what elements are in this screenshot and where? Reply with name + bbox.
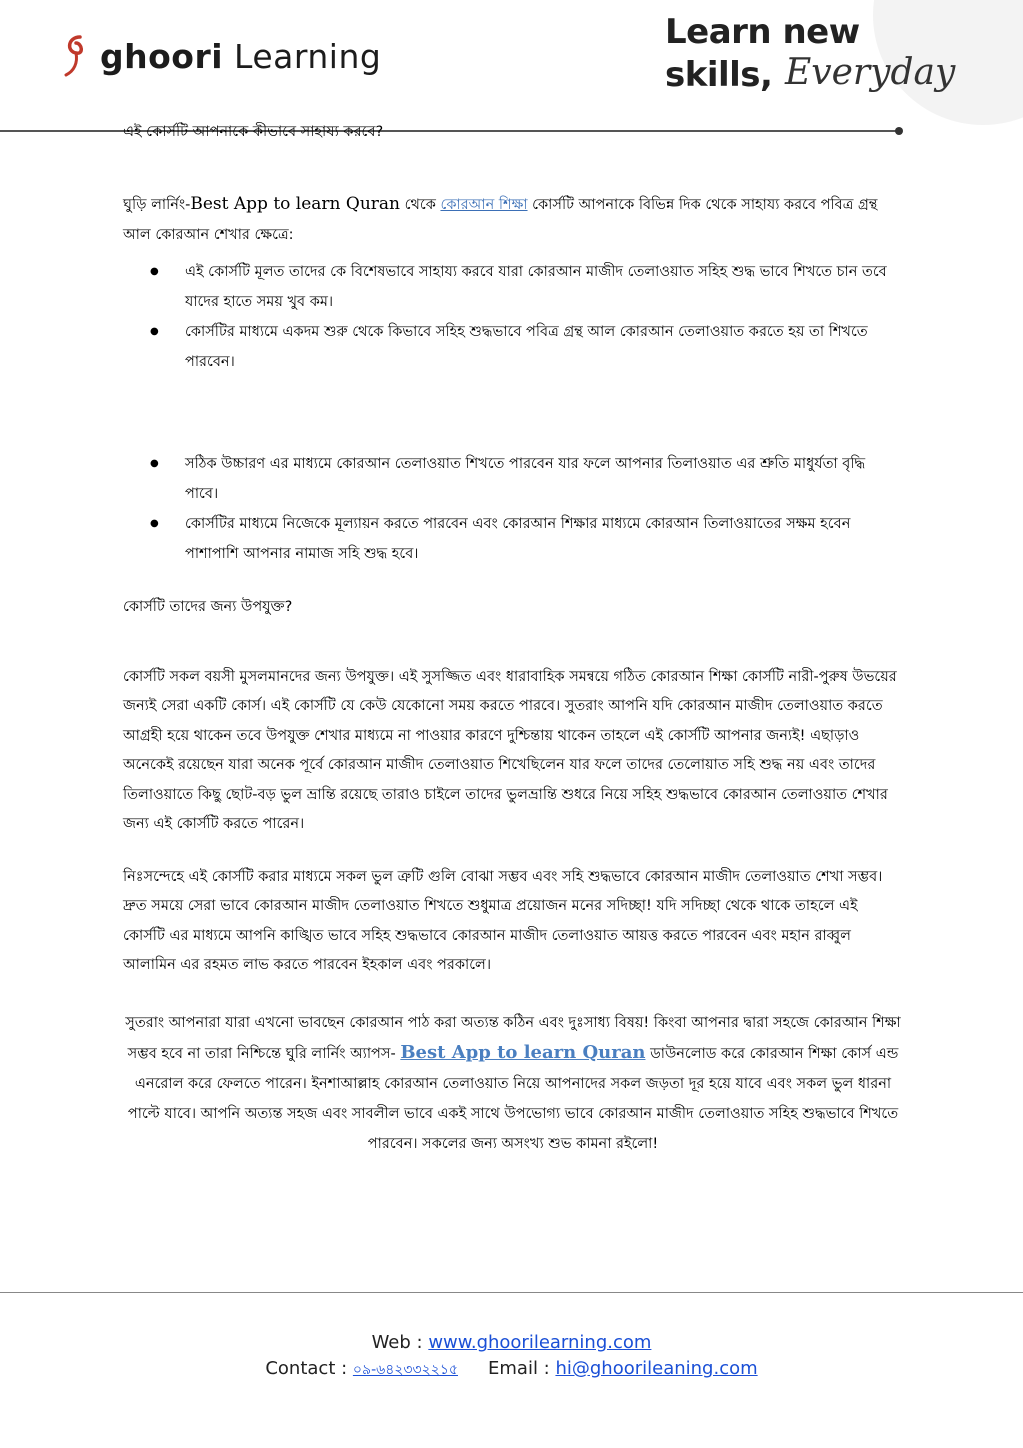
website-link[interactable]: www.ghoorilearning.com <box>428 1332 652 1353</box>
list-item: ● এই কোর্সটি মূলত তাদের কে বিশেষভাবে সাহায্য করবে যারা কোরআন মাজীদ তেলাওয়াত সহিহ শুদ্ধ ভাবে শিখতে চান তবে যাদের হাতে সময় খুব কম। <box>150 257 900 317</box>
section-heading-how-help: এই কোর্সটি আপনাকে কীভাবে সাহায্য করবে? <box>123 124 384 140</box>
benefit-list-b <box>150 449 900 569</box>
ghoori-learning-logo <box>60 26 381 86</box>
paragraph-undoubtedly: নিঃসন্দেহে এই কোর্সটি করার মাধ্যমে সকল ভুল ত্রুটি গুলি বোঝা সম্ভব এবং সহি শুদ্ধভাবে কোরআন মাজীদ তেলাওয়াত শেখা সম্ভব। দ্রুত সময়ে সেরা ভাবে কোরআন মাজীদ তেলাওয়াত শিখতে শুধুমাত্র প্রয়োজন মনের সদিচ্ছা! যদি সদিচ্ছা থেকে থাকে তাহলে এই কোর্সটি এর মাধ্যমে আপনি কাঙ্খিত ভাবে সহিহ শুদ্ধভাবে কোরআন মাজীদ তেলাওয়াত আয়ত্ত করতে পারবেন এবং মহান রাব্বুল আলামিন এর রহমত লাভ করতে পারবেন ইহকাল এবং পরকালে। <box>123 868 883 973</box>
kite-logo-icon <box>60 33 94 79</box>
footer-divider <box>0 1292 1023 1293</box>
contact-phone-link[interactable]: ০৯-৬৪২৩৩২২১৫ <box>352 1362 458 1378</box>
email-label: Email : <box>488 1358 556 1379</box>
tagline-script: Everyday <box>785 52 956 93</box>
best-app-link[interactable]: Best App to learn Quran <box>400 1041 646 1063</box>
tagline-line2: skills, <box>665 55 773 95</box>
tagline-line1: Learn new <box>665 12 860 52</box>
web-label: Web : <box>371 1332 429 1353</box>
footer-contact-line <box>0 1356 1023 1383</box>
tagline <box>665 12 965 112</box>
footer <box>0 1330 1023 1383</box>
email-link[interactable]: hi@ghoorileaning.com <box>555 1358 758 1379</box>
contact-label: Contact : <box>265 1358 353 1379</box>
section-heading-suitable: কোর্সটি তাদের জন্য উপযুক্ত? <box>123 599 293 615</box>
list-item: ● সঠিক উচ্চারণ এর মাধ্যমে কোরআন তেলাওয়াত শিখতে পারবেন যার ফলে আপনার তিলাওয়াত এর শ্রুতি মাধুর্যতা বৃদ্ধি পাবে। <box>150 449 900 509</box>
logo-text: ghoori Learning <box>100 36 382 76</box>
list-item: ● কোর্সটির মাধ্যমে একদম শুরু থেকে কিভাবে সহিহ শুদ্ধভাবে পবিত্র গ্রন্থ আল কোরআন তেলাওয়াত করতে হয় তা শিখতে পারবেন। <box>150 317 900 377</box>
header-divider-dot <box>895 127 903 135</box>
benefit-list-a <box>150 257 900 377</box>
intro-english-text: Best App to learn Quran <box>190 193 400 214</box>
intro-paragraph: ঘুড়ি লার্নিং-Best App to learn Quran থেকে কোরআন শিক্ষা কোর্সটি আপনাকে বিভিন্ন দিক থেকে সাহায্য করবে পবিত্র গ্রন্থ আল কোরআন শেখার ক্ষেত্রে: <box>123 193 878 243</box>
paragraph-suitable: কোর্সটি সকল বয়সী মুসলমানদের জন্য উপযুক্ত। এই সুসজ্জিত এবং ধারাবাহিক সমন্বয়ে গঠিত কোরআন শিক্ষা কোর্সটি নারী-পুরুষ উভয়ের জন্যই সেরা একটি কোর্স। এই কোর্সটি যে কেউ যেকোনো সময় করতে পারবে। সুতরাং আপনি যদি কোরআন মাজীদ তেলাওয়াত করতে আগ্রহী হয়ে থাকেন তবে উপযুক্ত শেখার মাধ্যমে না পাওয়ার কারণে দুশ্চিন্তায় থাকেন তাহলে এই কোর্সটি আপনার জন্যই! এছাড়াও অনেকেই রয়েছেন যারা অনেক পূর্বে কোরআন মাজীদ তেলাওয়াত শিখেছিলেন যার ফলে তাদের তেলোয়াত সহি শুদ্ধ নয় এবং তাদের তিলাওয়াতে কিছু ছোট-বড় ভুল ভ্রান্তি রয়েছে তারাও চাইলে তাদের ভুলভ্রান্তি শুধরে নিয়ে সহিহ শুদ্ধভাবে কোরআন তেলাওয়াত শেখার জন্য এই কোর্সটি করতে পারেন। <box>123 668 897 832</box>
paragraph-closing: সুতরাং আপনারা যারা এখনো ভাবছেন কোরআন পাঠ করা অত্যন্ত কঠিন এবং দুঃসাধ্য বিষয়! কিংবা আপনার দ্বারা সহজে কোরআন শিক্ষা সম্ভব হবে না তারা নিশ্চিন্তে ঘুরি লার্নিং অ্যাপস- Best App to learn Quran ডাউনলোড করে কোরআন শিক্ষা কোর্স এন্ড এনরোল করে ফেলতে পারেন। ইনশাআল্লাহ কোরআন তেলাওয়াত নিয়ে আপনাদের সকল জড়তা দূর হয়ে যাবে এবং সকল ভুল ধারনা পাল্টে যাবে। আপনি অত্যন্ত সহজ এবং সাবলীল ভাবে একই সাথে উপভোগ্য ভাবে কোরআন মাজীদ তেলাওয়াত সহিহ শুদ্ধভাবে শিখতে পারবেন। সকলের জন্য অসংখ্য শুভ কামনা রইলো! <box>125 1014 901 1152</box>
quran-course-link[interactable]: কোরআন শিক্ষা <box>440 196 528 213</box>
footer-web-line <box>0 1330 1023 1356</box>
list-item: ● কোর্সটির মাধ্যমে নিজেকে মূল্যায়ন করতে পারবেন এবং কোরআন শিক্ষার মাধ্যমে কোরআন তিলাওয়াতের সক্ষম হবেন পাশাপাশি আপনার নামাজ সহি শুদ্ধ হবে। <box>150 509 900 569</box>
